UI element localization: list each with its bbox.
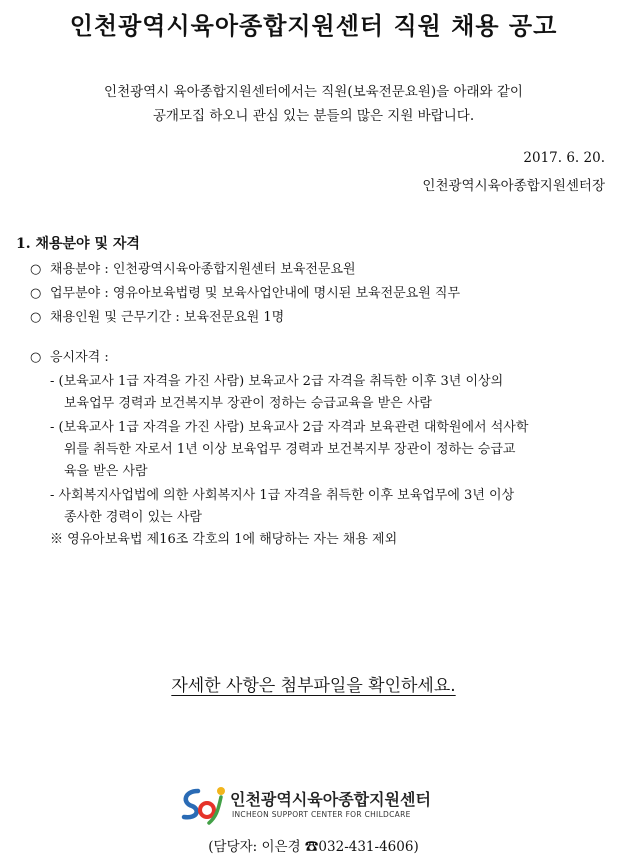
exclusion-note: ※ 영유아보육법 제16조 각호의 1에 해당하는 자는 채용 제외 bbox=[50, 532, 398, 547]
logo-name: 인천광역시육아종합지원센터 bbox=[230, 790, 431, 809]
announcement-date: 2017. 6. 20. bbox=[523, 150, 605, 166]
intro-line-2: 공개모집 하오니 관심 있는 분들의 많은 지원 바랍니다. bbox=[152, 108, 475, 124]
bullet-circle: ○ bbox=[30, 310, 42, 325]
bullet-circle: ○ bbox=[30, 262, 42, 277]
list-item bbox=[30, 346, 109, 365]
qualification-line: 보육업무 경력과 보건복지부 장관이 정하는 승급교육을 받은 사람 bbox=[64, 396, 432, 411]
bullet-circle: ○ bbox=[30, 286, 42, 301]
intro-line-1: 인천광역시 육아종합지원센터에서는 직원(보육전문요원)을 아래와 같이 bbox=[104, 84, 523, 100]
qualification-line: - 사회복지사업법에 의한 사회복지사 1급 자격을 취득한 이후 보육업무에 3년 이상 bbox=[50, 488, 515, 503]
contact-info: (담당자: 이은경 ☎032-431-4606) bbox=[208, 839, 419, 855]
item-text: 채용분야 : 인천광역시육아종합지원센터 보육전문요원 bbox=[50, 262, 356, 277]
qualification-label: 응시자격 : bbox=[50, 350, 109, 365]
signer: 인천광역시육아종합지원센터장 bbox=[422, 178, 605, 194]
qualification-line: - (보육교사 1급 자격을 가진 사람) 보육교사 2급 자격과 보육관련 대학원에서 석사학 bbox=[50, 420, 529, 435]
reference-mark: ※ bbox=[50, 532, 64, 547]
qualification-line: 종사한 경력이 있는 사람 bbox=[64, 510, 202, 525]
list-item bbox=[30, 306, 284, 325]
center-logo bbox=[178, 783, 448, 825]
qualification-line: - (보육교사 1급 자격을 가진 사람) 보육교사 2급 자격을 취득한 이후 3년 이상의 bbox=[50, 374, 504, 389]
item-text: 채용인원 및 근무기간 : 보육전문요원 1명 bbox=[50, 310, 285, 325]
bullet-circle: ○ bbox=[30, 350, 42, 365]
page-title: 인천광역시육아종합지원센터 직원 채용 공고 bbox=[69, 12, 558, 40]
logo-subtitle: INCHEON SUPPORT CENTER FOR CHILDCARE bbox=[232, 810, 411, 819]
qualification-line: 위를 취득한 자로서 1년 이상 보육업무 경력과 보건복지부 장관이 정하는 승급교 bbox=[64, 442, 516, 457]
dash-mark: - bbox=[50, 488, 55, 503]
qualification-line: 육을 받은 사람 bbox=[64, 464, 148, 479]
dash-mark: - bbox=[50, 420, 55, 435]
list-item bbox=[30, 258, 356, 277]
list-item bbox=[30, 282, 460, 301]
section-heading: 1. 채용분야 및 자격 bbox=[16, 236, 140, 252]
attachment-notice: 자세한 사항은 첨부파일을 확인하세요. bbox=[171, 676, 456, 696]
dash-mark: - bbox=[50, 374, 55, 389]
logo-symbol-icon bbox=[178, 783, 228, 825]
item-text: 업무분야 : 영유아보육법령 및 보육사업안내에 명시된 보육전문요원 직무 bbox=[50, 286, 461, 301]
